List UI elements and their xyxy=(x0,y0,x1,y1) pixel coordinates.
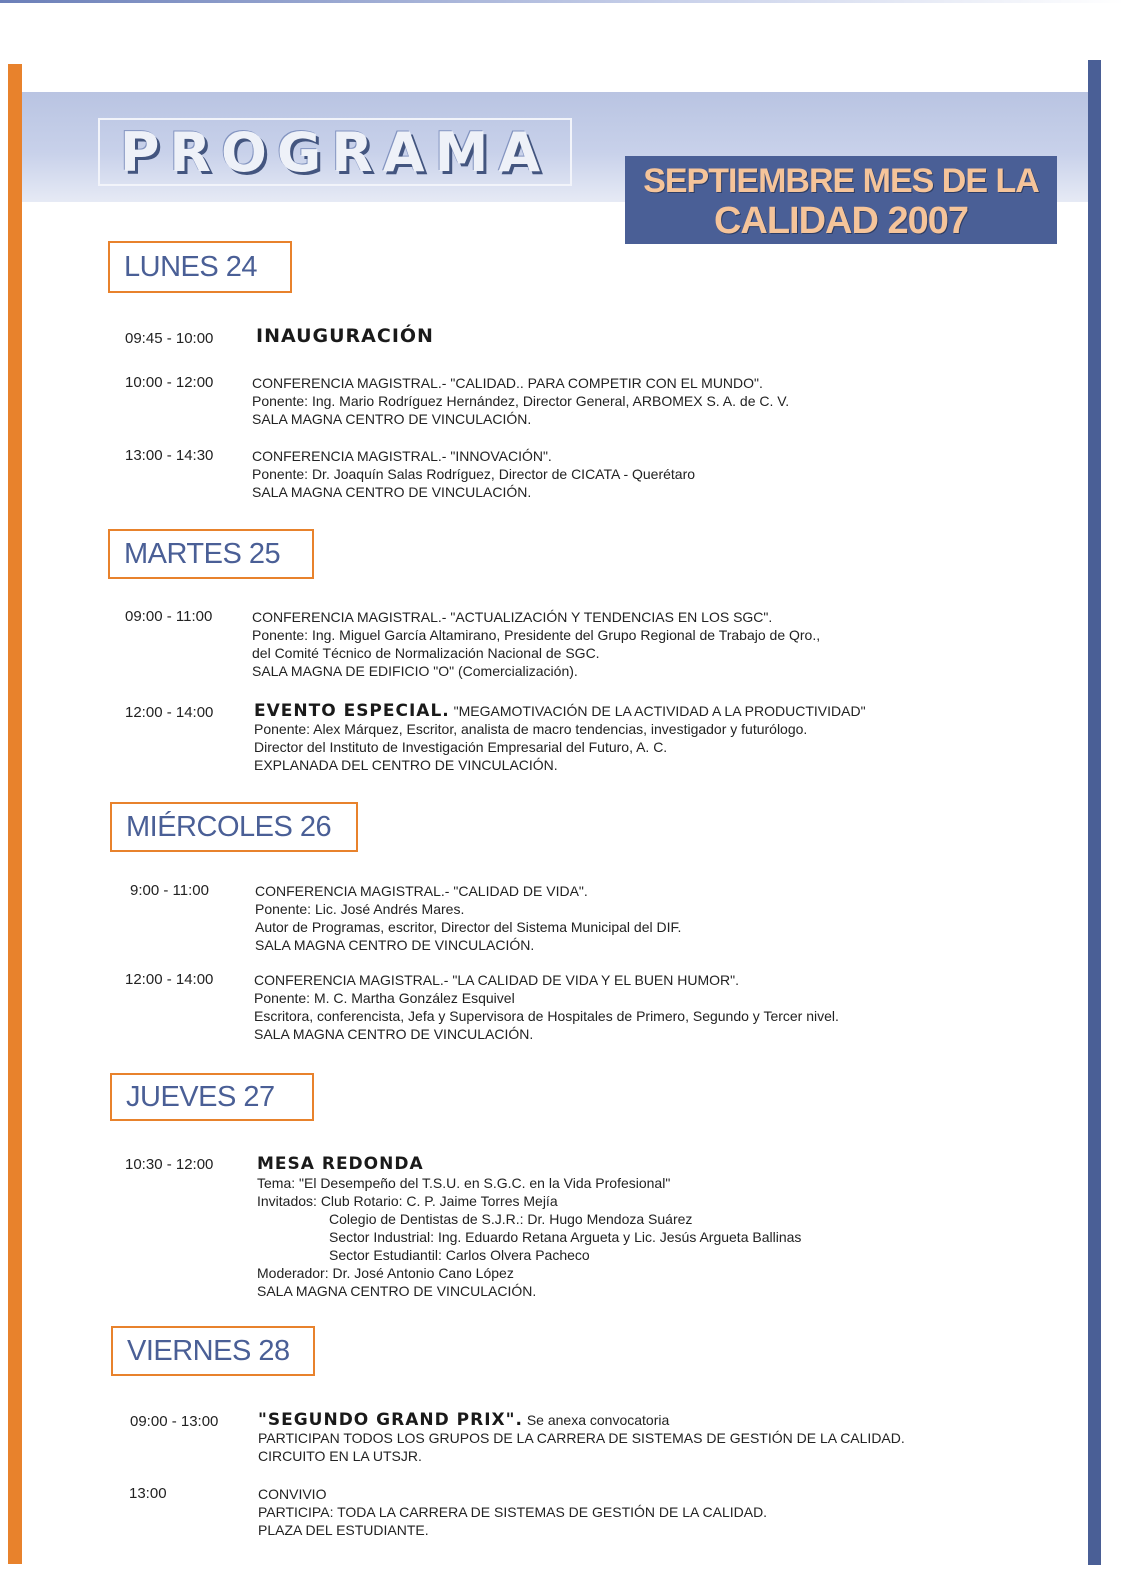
day-heading-jueves: JUEVES 27 xyxy=(110,1073,314,1121)
event-time: 09:00 - 13:00 xyxy=(130,1413,219,1430)
event-entry xyxy=(125,702,1025,778)
event-line: Ponente: Ing. Miguel García Altamirano, Presidente del Grupo Regional de Trabajo de Qro., xyxy=(252,627,821,643)
event-time: 10:00 - 12:00 xyxy=(125,374,214,391)
event-line: Ponente: M. C. Martha González Esquivel xyxy=(254,990,515,1006)
event-title: EVENTO ESPECIAL. xyxy=(254,701,450,721)
event-entry xyxy=(125,1485,1025,1541)
event-line: PARTICIPAN TODOS LOS GRUPOS DE LA CARRERA DE SISTEMAS DE GESTIÓN DE LA CALIDAD. xyxy=(258,1430,905,1446)
event-entry xyxy=(125,374,1025,430)
event-line: CONFERENCIA MAGISTRAL.- "CALIDAD DE VIDA". xyxy=(255,883,588,899)
day-heading-martes: MARTES 25 xyxy=(108,529,314,579)
event-line: Invitados: Club Rotario: C. P. Jaime Torres Mejía xyxy=(257,1193,558,1209)
event-line: PLAZA DEL ESTUDIANTE. xyxy=(258,1522,429,1538)
event-line: CONFERENCIA MAGISTRAL.- "CALIDAD.. PARA COMPETIR CON EL MUNDO". xyxy=(252,375,763,391)
event-line: SALA MAGNA CENTRO DE VINCULACIÓN. xyxy=(252,484,532,500)
event-entry xyxy=(125,1411,1025,1467)
event-line: CONFERENCIA MAGISTRAL.- "INNOVACIÓN". xyxy=(252,448,552,464)
event-title: MESA REDONDA xyxy=(257,1154,424,1174)
event-line: CONFERENCIA MAGISTRAL.- "LA CALIDAD DE VIDA Y EL BUEN HUMOR". xyxy=(254,972,740,988)
event-line: Ponente: Ing. Mario Rodríguez Hernández, Director General, ARBOMEX S. A. de C. V. xyxy=(252,393,790,409)
event-line: CIRCUITO EN LA UTSJR. xyxy=(258,1448,422,1464)
event-title: INAUGURACIÓN xyxy=(256,325,434,347)
event-time: 09:00 - 11:00 xyxy=(125,608,213,625)
event-line: CONVIVIO xyxy=(258,1486,327,1502)
day-heading-viernes: VIERNES 28 xyxy=(111,1326,315,1376)
event-subtitle: "MEGAMOTIVACIÓN DE LA ACTIVIDAD A LA PRODUCTIVIDAD" xyxy=(449,703,866,719)
event-line: SALA MAGNA CENTRO DE VINCULACIÓN. xyxy=(255,937,535,953)
event-line: Tema: "El Desempeño del T.S.U. en S.G.C. en la Vida Profesional" xyxy=(257,1175,671,1191)
event-time: 10:30 - 12:00 xyxy=(125,1156,214,1173)
event-line: SALA MAGNA CENTRO DE VINCULACIÓN. xyxy=(254,1026,534,1042)
month-banner-line1: SEPTIEMBRE MES DE LA xyxy=(643,162,1039,200)
programa-title-box xyxy=(98,118,572,186)
right-blue-bar xyxy=(1088,60,1101,1565)
day-heading-lunes: LUNES 24 xyxy=(108,241,292,293)
event-line: Director del Instituto de Investigación Empresarial del Futuro, A. C. xyxy=(254,739,668,755)
event-time: 13:00 - 14:30 xyxy=(125,447,214,464)
event-line: CONFERENCIA MAGISTRAL.- "ACTUALIZACIÓN Y TENDENCIAS EN LOS SGC". xyxy=(252,609,773,625)
event-line: SALA MAGNA CENTRO DE VINCULACIÓN. xyxy=(257,1283,537,1299)
event-line: Ponente: Lic. José Andrés Mares. xyxy=(255,901,465,917)
event-line: PARTICIPA: TODA LA CARRERA DE SISTEMAS DE GESTIÓN DE LA CALIDAD. xyxy=(258,1504,768,1520)
event-time: 13:00 xyxy=(129,1485,167,1502)
event-line: SALA MAGNA DE EDIFICIO "O" (Comercialización). xyxy=(252,663,578,679)
event-line: EXPLANADA DEL CENTRO DE VINCULACIÓN. xyxy=(254,757,558,773)
event-title: "SEGUNDO GRAND PRIX". xyxy=(258,1410,523,1430)
event-entry xyxy=(125,1154,1025,1304)
event-line: del Comité Técnico de Normalización Nacional de SGC. xyxy=(252,645,600,661)
event-entry xyxy=(125,882,1025,956)
event-line: SALA MAGNA CENTRO DE VINCULACIÓN. xyxy=(252,411,532,427)
event-entry xyxy=(125,327,1025,351)
event-line: Autor de Programas, escritor, Director del Sistema Municipal del DIF. xyxy=(255,919,682,935)
event-time: 9:00 - 11:00 xyxy=(130,882,209,899)
event-time: 09:45 - 10:00 xyxy=(125,330,214,347)
event-line: Ponente: Alex Márquez, Escritor, analista de macro tendencias, investigador y futurólogo. xyxy=(254,721,808,737)
month-banner xyxy=(625,156,1057,244)
day-heading-miercoles: MIÉRCOLES 26 xyxy=(110,802,358,852)
event-entry xyxy=(125,971,1025,1045)
month-banner-line2: CALIDAD 2007 xyxy=(713,200,969,242)
event-time: 12:00 - 14:00 xyxy=(125,704,214,721)
event-line: Sector Industrial: Ing. Eduardo Retana Argueta y Lic. Jesús Argueta Ballinas xyxy=(329,1229,802,1245)
event-line: Ponente: Dr. Joaquín Salas Rodríguez, Director de CICATA - Querétaro xyxy=(252,466,696,482)
event-line: Moderador: Dr. José Antonio Cano López xyxy=(257,1265,514,1281)
left-orange-bar xyxy=(8,64,22,1564)
event-subtitle: Se anexa convocatoria xyxy=(522,1412,670,1428)
event-line: Colegio de Dentistas de S.J.R.: Dr. Hugo Mendoza Suárez xyxy=(329,1211,693,1227)
page-title: PROGRAMA xyxy=(119,120,551,184)
event-line: Escritora, conferencista, Jefa y Supervisora de Hospitales de Primero, Segundo y Tercer nivel. xyxy=(254,1008,839,1024)
event-entry xyxy=(125,608,1025,682)
event-entry xyxy=(125,447,1025,503)
top-rule xyxy=(0,0,1124,3)
event-line: Sector Estudiantil: Carlos Olvera Pacheco xyxy=(329,1247,590,1263)
event-time: 12:00 - 14:00 xyxy=(125,971,214,988)
